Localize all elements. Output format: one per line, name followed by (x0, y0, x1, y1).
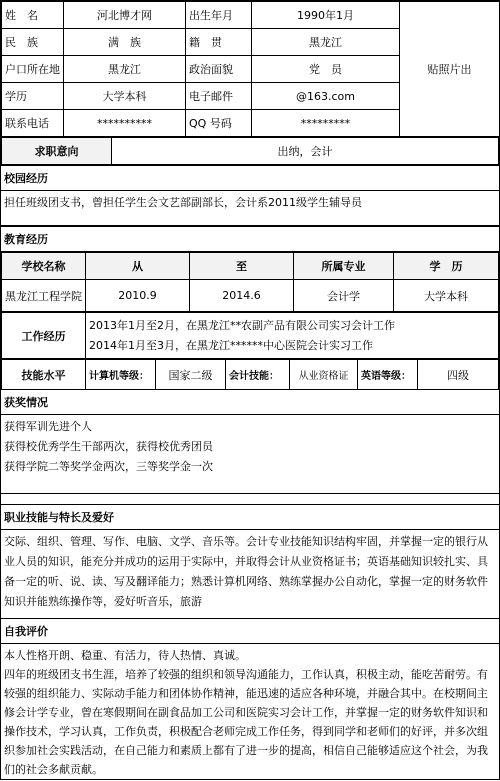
intent-value: 出纳，会计 (112, 138, 499, 165)
edu-header-major: 所属专业 (294, 253, 394, 280)
qq-label: QQ 号码 (186, 110, 252, 137)
photo-label: 贴照片出 (427, 63, 472, 76)
political-label: 政治面貌 (186, 56, 252, 83)
photo-box (400, 2, 500, 137)
education-title: 教育经历 (1, 226, 499, 252)
computer-value: 国家二级 (156, 360, 226, 390)
accounting-label: 会计技能： (226, 360, 290, 390)
computer-label: 计算机等级： (86, 360, 156, 390)
edu-header-to: 至 (190, 253, 294, 280)
campus-title: 校园经历 (1, 165, 499, 191)
edu-value: 大学本科 (64, 83, 186, 110)
birth-label: 出生年月 (186, 2, 252, 29)
edu-major: 会计学 (294, 280, 394, 312)
edu-from: 2010.9 (86, 280, 190, 312)
name-label: 姓 名 (2, 2, 64, 29)
email-value: @163.com (252, 83, 400, 110)
awards-title: 获奖情况 (1, 390, 499, 415)
list-item: 获得军训先进个人 (4, 420, 92, 433)
name-value: 河北博才网 (64, 2, 186, 29)
basic-info-table (1, 1, 500, 137)
english-value: 四级 (418, 360, 499, 390)
self-title: 自我评价 (1, 619, 499, 644)
birth-value: 1990年1月 (252, 2, 400, 29)
self-line-2: 四年的班级团支书生涯，培养了较强的组织和领导沟通能力，工作认真，积极主动，能吃苦耐劳。有较强的组织能力、实际动手能力和团体协作精神，能迅速的适应各种环境，并融合其中。在校期间主修会计学专业，曾在寒假期间在副食品加工公司和医院实习会计工作，并掌握一定的财务软件知识和操作技术，学习认真，工作负责，积极配合老师完成工作任务，得到同学和老师们的好评，并多次组织参加社会实践活动，在自己能力和素质上都有了进一步的提高，相信自己能够适应这个社会，为我们的社会多献贡献。 (4, 668, 488, 776)
work-table (1, 312, 499, 359)
accounting-value: 从业资格证 (290, 360, 358, 390)
edu-degree: 大学本科 (394, 280, 499, 312)
edu-header-school: 学校名称 (2, 253, 86, 280)
native-value: 黑龙江 (252, 29, 400, 56)
qq-value: ********* (252, 110, 400, 137)
edu-school: 黑龙江工程学院 (2, 280, 86, 312)
education-table (1, 252, 499, 312)
skills-label: 技能水平 (2, 360, 86, 390)
skills-table (1, 359, 499, 390)
profession-text: 交际、组织、管理、写作、电脑、文学、音乐等。会计专业技能知识结构牢固，并掌握一定的银行从业人员的知识，能充分并成功的运用于实际中，并取得会计从业资格证书；英语基础知识较扎实、具备一定的听、说、读、写及翻译能力；熟悉计算机网络、熟练掌握办公自动化，掌握一定的财务软件知识并能熟练操作等，爱好听音乐，旅游 (1, 530, 499, 619)
intent-table (1, 137, 499, 165)
phone-value: ********** (64, 110, 186, 137)
english-label: 英语等级： (358, 360, 418, 390)
email-label: 电子邮件 (186, 83, 252, 110)
work-label: 工作经历 (2, 313, 86, 359)
ethnic-value: 满 族 (64, 29, 186, 56)
edu-header-from: 从 (86, 253, 190, 280)
table-row (2, 280, 499, 312)
awards-list (1, 415, 499, 494)
profession-title: 职业技能与特长及爱好 (1, 504, 499, 530)
work-line-1: 2013年1月至2月，在黑龙江**农副产品有限公司实习会计工作 (89, 318, 395, 332)
self-text (1, 644, 499, 781)
list-item: 获得学院二等奖学金两次，三等奖学金一次 (4, 460, 213, 473)
edu-to: 2014.6 (190, 280, 294, 312)
political-value: 党 员 (252, 56, 400, 83)
campus-text: 担任班级团支书，曾担任学生会文艺部副部长，会计系2011级学生辅导员 (1, 191, 499, 226)
ethnic-label: 民 族 (2, 29, 64, 56)
native-label: 籍 贯 (186, 29, 252, 56)
hukou-value: 黑龙江 (64, 56, 186, 83)
edu-label: 学历 (2, 83, 64, 110)
list-item: 获得校优秀学生干部两次，获得校优秀团员 (4, 440, 213, 453)
intent-label: 求职意向 (2, 138, 112, 165)
edu-header-degree: 学 历 (394, 253, 499, 280)
work-line-2: 2014年1月至3月，在黑龙江******中心医院会计实习工作 (89, 338, 373, 352)
phone-label: 联系电话 (2, 110, 64, 137)
self-line-1: 本人性格开朗、稳重、有活力，待人热情、真诚。 (4, 649, 246, 662)
hukou-label: 户口所在地 (2, 56, 64, 83)
